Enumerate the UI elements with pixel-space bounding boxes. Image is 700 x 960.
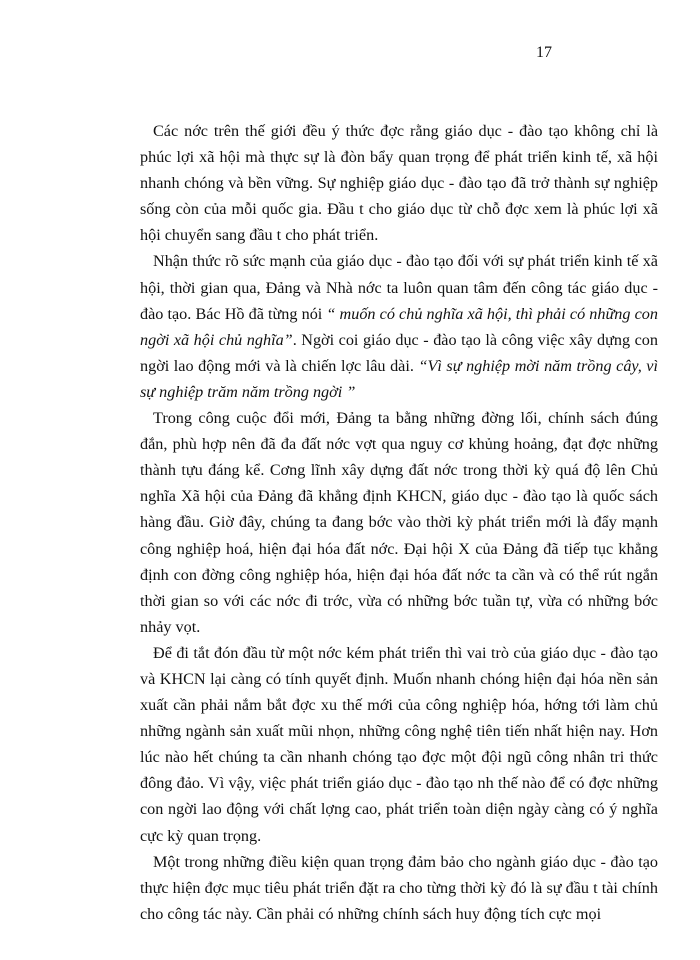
ho-chi-minh-quote-2: “Vì sự nghiệp mời năm trồng cây, vì sự nghiệp trăm năm trồng ngời ” xyxy=(140,356,658,401)
paragraph-2 xyxy=(140,248,658,405)
paragraph-2-text-b: . Ngời coi giáo dục - đào tạo là công việc xây dựng con ngời lao động mới và là chiến lợc lâu dài. xyxy=(140,330,658,375)
body-text xyxy=(140,118,658,927)
paragraph-3: Trong công cuộc đổi mới, Đảng ta bằng những đờng lối, chính sách đúng đắn, phù hợp nên đã đa đất nớc vợt qua nguy cơ khủng hoảng, đạt đợc những thành tựu đáng kể. Cơng lĩnh xây dựng đất nớc trong thời kỳ quá độ lên Chủ nghĩa Xã hội của Đảng đã khẳng định KHCN, giáo dục - đào tạo là quốc sách hàng đầu. Giờ đây, chúng ta đang bớc vào thời kỳ phát triển mới là đẩy mạnh công nghiệp hoá, hiện đại hóa đất nớc. Đại hội X của Đảng đã tiếp tục khẳng định con đờng công nghiệp hóa, hiện đại hóa đất nớc ta cần và có thể rút ngắn thời gian so với các nớc đi trớc, vừa có những bớc tuần tự, vừa có những bớc nhảy vọt. xyxy=(140,409,658,636)
paragraph-5: Một trong những điều kiện quan trọng đảm bảo cho ngành giáo dục - đào tạo thực hiện đợc mục tiêu phát triển đặt ra cho từng thời kỳ đó là sự đầu t tài chính cho công tác này. Cần phải có những chính sách huy động tích cực mọi xyxy=(140,852,658,923)
paragraph-2-text-a: Nhận thức rõ sức mạnh của giáo dục - đào tạo đối với sự phát triển kinh tế xã hội, thời gian qua, Đảng và Nhà nớc ta luôn quan tâm đến công tác giáo dục - đào tạo. Bác Hồ đã từng nói xyxy=(140,252,658,323)
paragraph-1: Các nớc trên thế giới đều ý thức đợc rằng giáo dục - đào tạo không chỉ là phúc lợi xã hội mà thực sự là đòn bẩy quan trọng để phát triển kinh tế, xã hội nhanh chóng và bền vững. Sự nghiệp giáo dục - đào tạo đã trở thành sự nghiệp sống còn của mỗi quốc gia. Đầu t cho giáo dục từ chỗ đợc xem là phúc lợi xã hội chuyển sang đầu t cho phát triển. xyxy=(140,122,658,245)
paragraph-4: Để đi tắt đón đầu từ một nớc kém phát triển thì vai trò của giáo dục - đào tạo và KHCN lại càng có tính quyết định. Muốn nhanh chóng hiện đại hóa nền sản xuất cần phải nắm bắt đợc xu thế mới của công nghiệp hóa, hớng tới làm chủ những ngành sản xuất mũi nhọn, những công nghệ tiên tiến nhất hiện nay. Hơn lúc nào hết chúng ta cần nhanh chóng tạo đợc một đội ngũ công nhân tri thức đông đảo. Vì vậy, việc phát triển giáo dục - đào tạo nh thế nào để có đợc những con ngời lao động với chất lợng cao, phát triển toàn diện ngày càng có ý nghĩa cực kỳ quan trọng. xyxy=(140,643,658,845)
ho-chi-minh-quote-1: “ muốn có chủ nghĩa xã hội, thì phải có những con ngời xã hội chủ nghĩa” xyxy=(140,304,658,349)
page-number: 17 xyxy=(536,44,552,61)
